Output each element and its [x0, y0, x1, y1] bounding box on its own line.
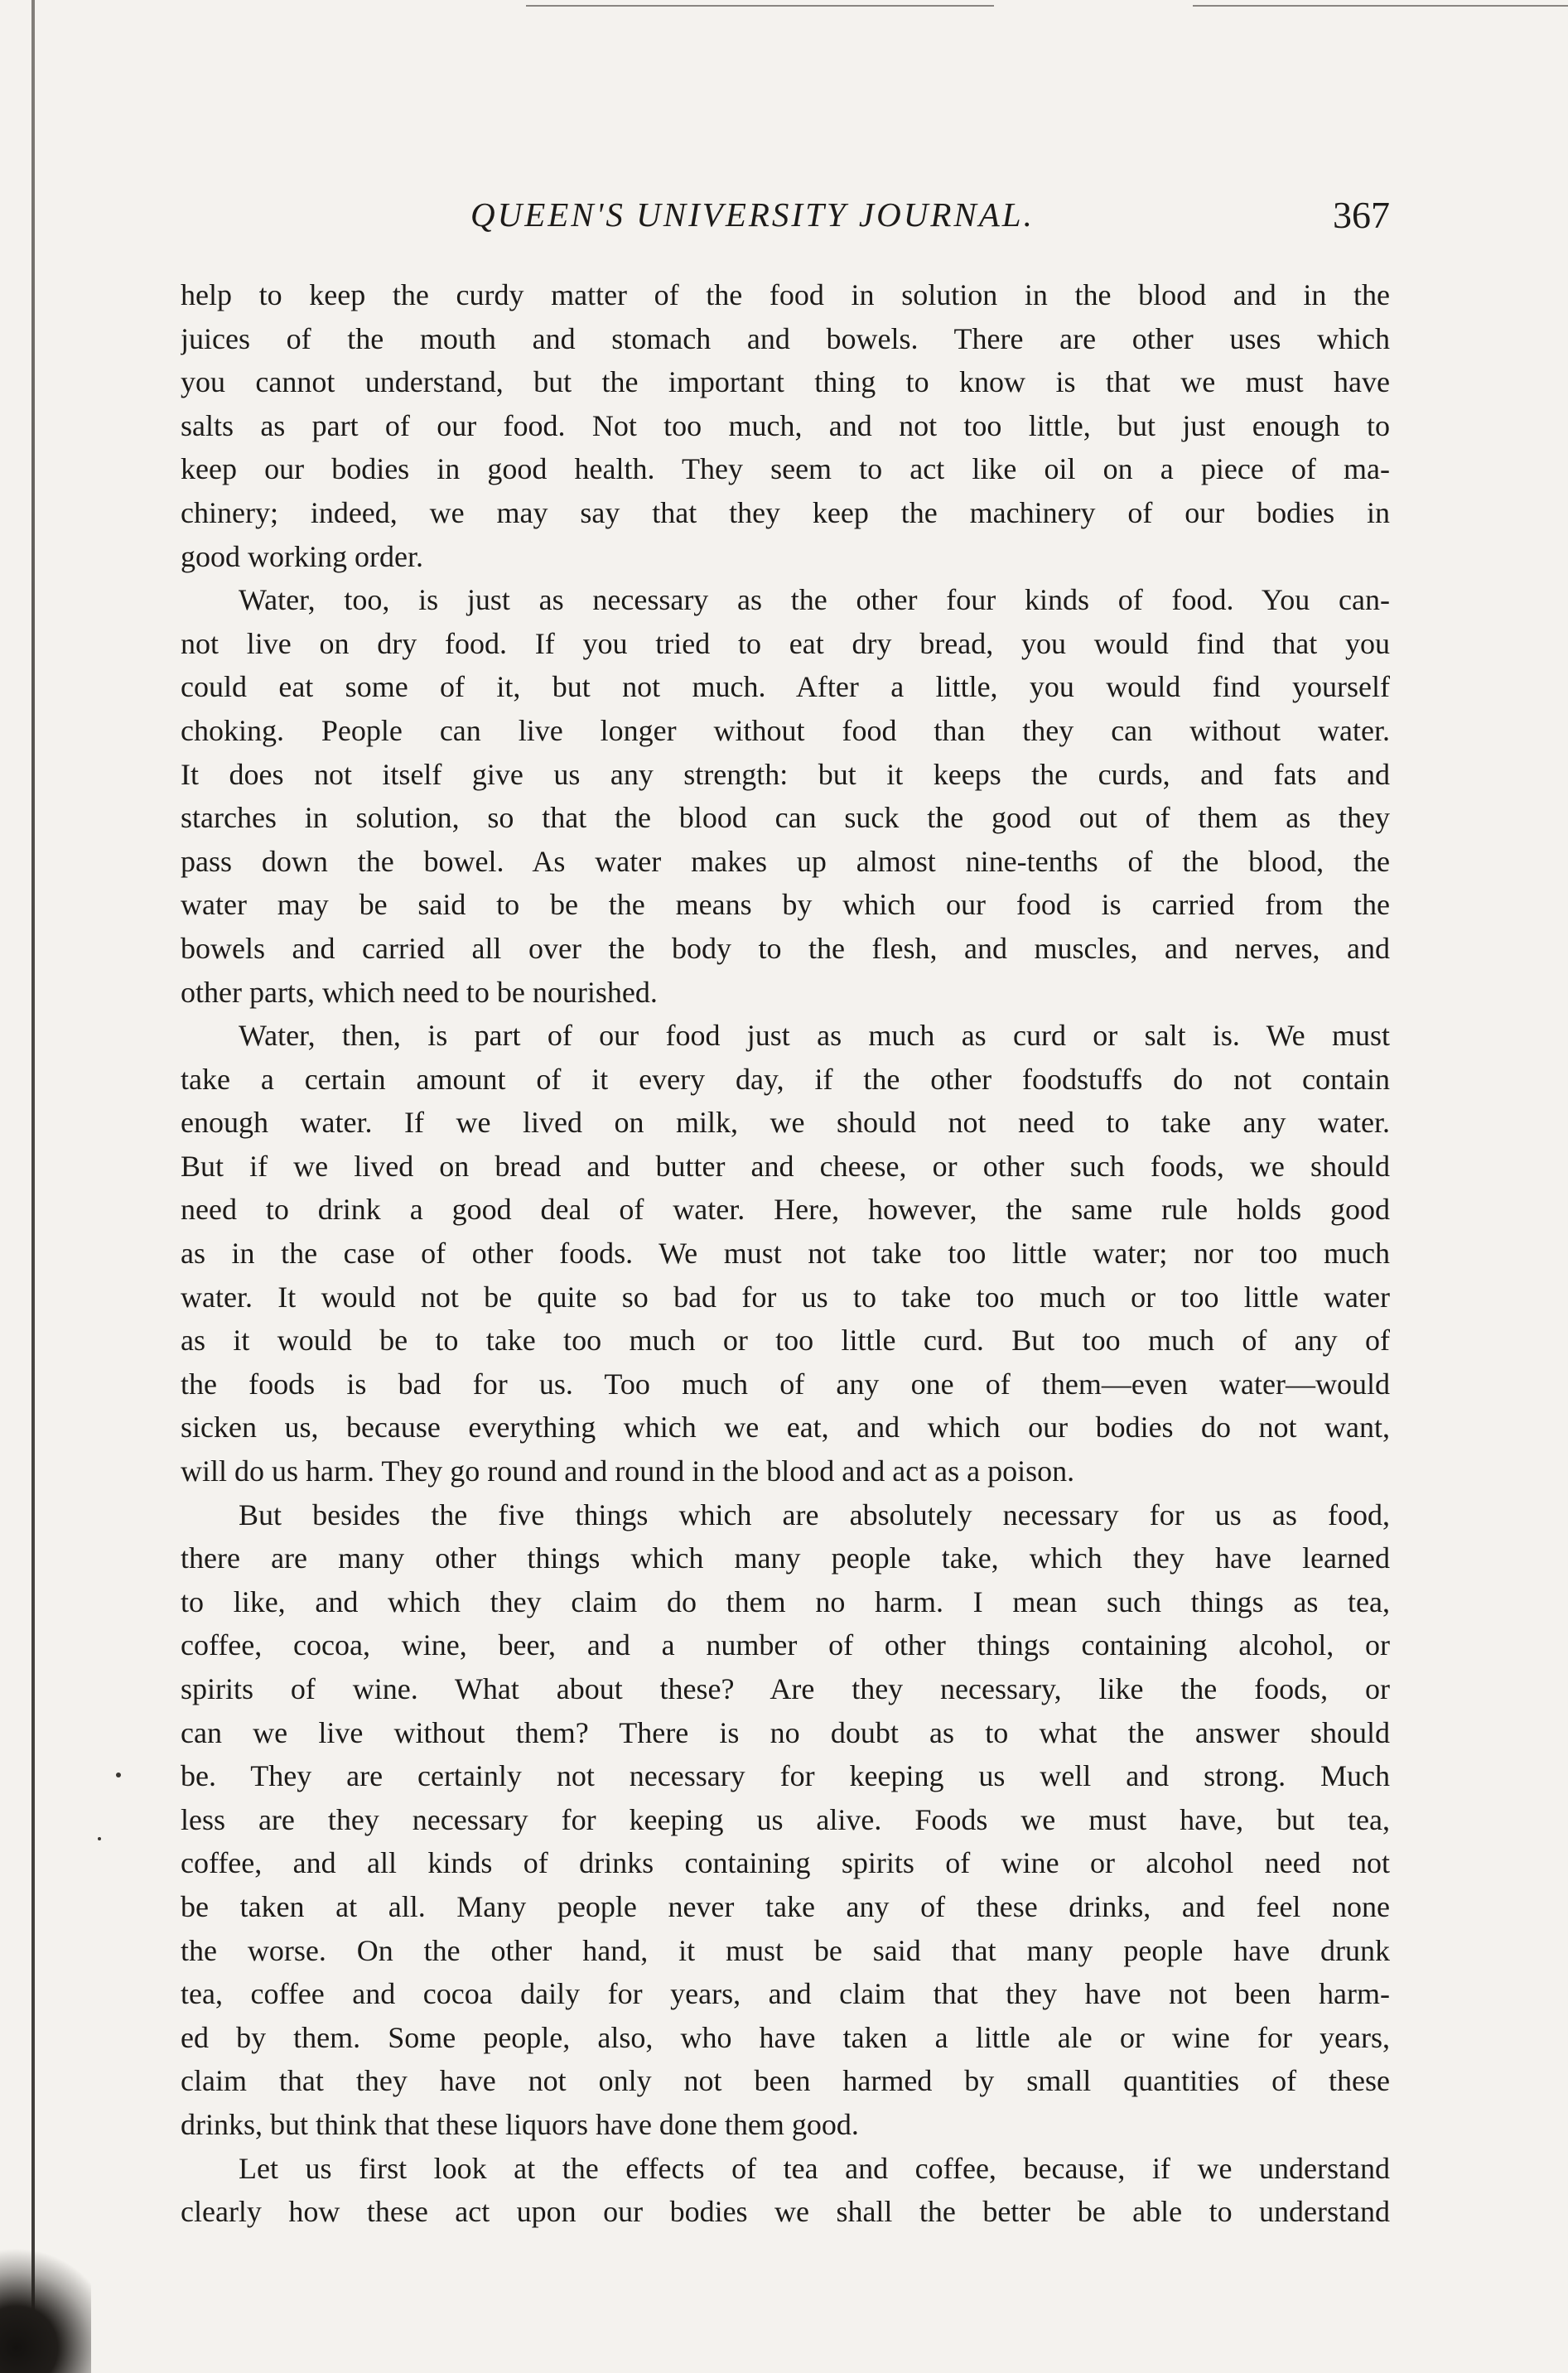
text-line: to like, and which they claim do them no harm. I mean such things as tea, — [181, 1584, 1390, 1618]
text-line: Let us first look at the effects of tea and coffee, because, if we understand — [239, 2151, 1390, 2185]
text-line: starches in solution, so that the blood can suck the good out of them as they — [181, 801, 1390, 835]
text-line: you cannot understand, but the important thing to know is that we must have — [181, 365, 1390, 399]
text-line: But besides the five things which are absolutely necessary for us as food, — [239, 1498, 1390, 1531]
page-body — [181, 273, 1390, 2234]
text-line: salts as part of our food. Not too much, and not too little, but just enough to — [181, 408, 1390, 442]
text-line: choking. People can live longer without food than they can without water. — [181, 713, 1390, 747]
page-number: 367 — [1333, 194, 1390, 236]
paragraph — [181, 578, 1390, 1014]
text-line: sicken us, because everything which we eat, and which our bodies do not want, — [181, 1411, 1390, 1445]
page-header — [181, 195, 1390, 253]
text-line: the foods is bad for us. Too much of any one of them—even water—would — [181, 1367, 1390, 1401]
scan-binding-edge — [31, 0, 35, 2373]
scan-top-rule — [526, 5, 994, 7]
text-line: ed by them. Some people, also, who have taken a little ale or wine for years, — [181, 2020, 1390, 2054]
text-line: spirits of wine. What about these? Are they necessary, like the foods, or — [181, 1672, 1390, 1705]
text-line: chinery; indeed, we may say that they keep the machinery of our bodies in — [181, 495, 1390, 529]
text-line: less are they necessary for keeping us alive. Foods we must have, but tea, — [181, 1802, 1390, 1836]
scan-speck — [98, 1837, 101, 1840]
scan-top-rule — [1193, 5, 1568, 7]
paragraph — [181, 2147, 1390, 2234]
text-line: enough water. If we lived on milk, we should not need to take any water. — [181, 1106, 1390, 1140]
paragraph — [181, 1493, 1390, 2147]
scan-speck — [116, 1773, 121, 1777]
text-line: as in the case of other foods. We must not take too little water; nor too much — [181, 1237, 1390, 1271]
text-line: can we live without them? There is no doubt as to what the answer should — [181, 1715, 1390, 1749]
running-head: QUEEN'S UNIVERSITY JOURNAL. — [470, 195, 1035, 234]
text-line: the worse. On the other hand, it must be said that many people have drunk — [181, 1933, 1390, 1967]
text-line: as it would be to take too much or too little curd. But too much of any of — [181, 1324, 1390, 1358]
paragraph — [181, 1014, 1390, 1493]
text-line: clearly how these act upon our bodies we shall the better be able to understand — [181, 2195, 1390, 2229]
text-line: will do us harm. They go round and round in the blood and act as a poison. — [181, 1454, 1075, 1488]
text-line: bowels and carried all over the body to the flesh, and muscles, and nerves, and — [181, 931, 1390, 965]
text-line: not live on dry food. If you tried to eat dry bread, you would find that you — [181, 626, 1390, 660]
text-line: coffee, cocoa, wine, beer, and a number of other things containing alcohol, or — [181, 1628, 1390, 1662]
text-line: water may be said to be the means by which our food is carried from the — [181, 888, 1390, 922]
text-line: Water, then, is part of our food just as much as curd or salt is. We must — [239, 1019, 1390, 1053]
text-line: coffee, and all kinds of drinks containing spirits of wine or alcohol need not — [181, 1846, 1390, 1880]
text-line: be taken at all. Many people never take any of these drinks, and feel none — [181, 1889, 1390, 1923]
text-line: good working order. — [181, 539, 423, 573]
paragraph — [181, 273, 1390, 578]
text-line: could eat some of it, but not much. After a little, you would find yourself — [181, 670, 1390, 704]
text-line: It does not itself give us any strength: but it keeps the curds, and fats and — [181, 757, 1390, 791]
text-line: other parts, which need to be nourished. — [181, 975, 658, 1009]
text-line: Water, too, is just as necessary as the other four kinds of food. You can- — [239, 583, 1390, 617]
text-line: water. It would not be quite so bad for us to take too much or too little water — [181, 1280, 1390, 1314]
text-line: there are many other things which many people take, which they have learned — [181, 1541, 1390, 1575]
text-line: be. They are certainly not necessary for keeping us well and strong. Much — [181, 1759, 1390, 1793]
text-line: pass down the bowel. As water makes up almost nine-tenths of the blood, the — [181, 844, 1390, 878]
text-line: need to drink a good deal of water. Here, however, the same rule holds good — [181, 1193, 1390, 1227]
text-line: take a certain amount of it every day, if the other foodstuffs do not contain — [181, 1062, 1390, 1096]
text-line: tea, coffee and cocoa daily for years, and claim that they have not been harm- — [181, 1977, 1390, 2011]
text-line: help to keep the curdy matter of the food in solution in the blood and in the — [181, 278, 1390, 311]
text-line: claim that they have not only not been harmed by small quantities of these — [181, 2064, 1390, 2098]
text-line: But if we lived on bread and butter and cheese, or other such foods, we should — [181, 1149, 1390, 1183]
text-line: drinks, but think that these liquors have done them good. — [181, 2107, 859, 2141]
scan-ink-blot — [0, 2232, 91, 2373]
text-line: juices of the mouth and stomach and bowels. There are other uses which — [181, 321, 1390, 355]
text-line: keep our bodies in good health. They seem to act like oil on a piece of ma- — [181, 452, 1390, 486]
